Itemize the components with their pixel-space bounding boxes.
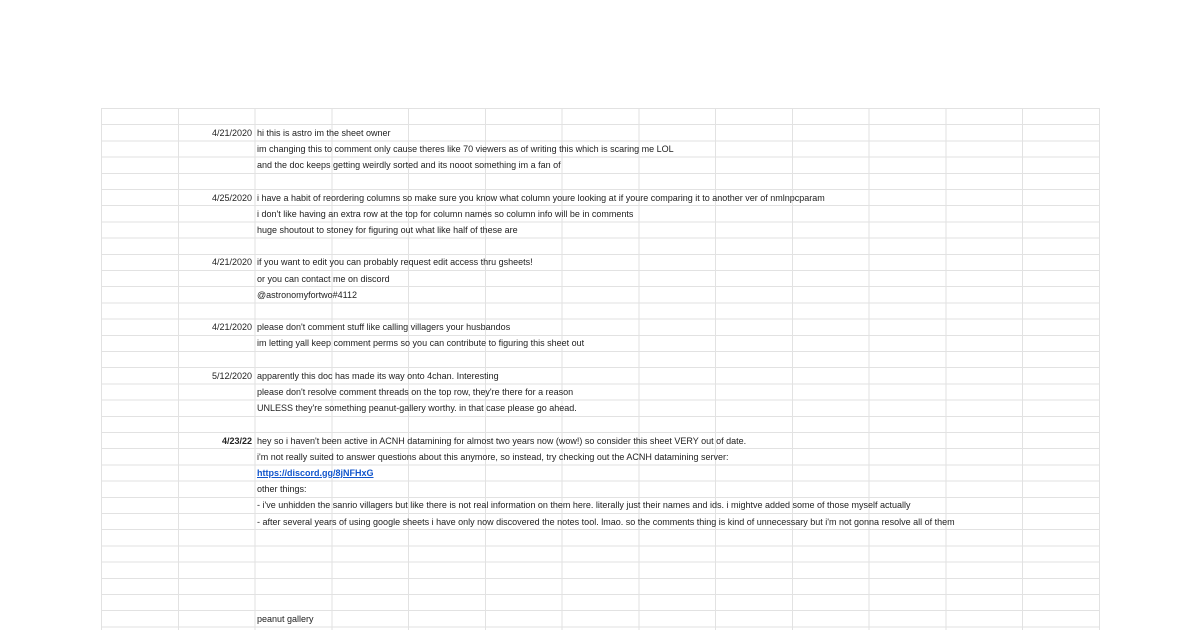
sheet-row (101, 400, 1099, 416)
date-cell[interactable]: 4/21/2020 (211, 322, 252, 333)
sheet-row (101, 141, 1099, 157)
sheet-row (101, 206, 1099, 222)
text-cell[interactable]: apparently this doc has made its way onto 4chan. Interesting (257, 370, 499, 381)
text-cell[interactable]: or you can contact me on discord (257, 273, 390, 284)
text-cell[interactable]: - after several years of using google sheets i have only now discovered the notes tool. lmao. so the comments thing is kind of unnecessary but i'm not gonna resolve all of them (257, 516, 955, 527)
text-cell[interactable]: hey so i haven't been active in ACNH datamining for almost two years now (wow!) so consider this sheet VERY out of date. (257, 435, 747, 446)
text-cell[interactable]: - i've unhidden the sanrio villagers but like there is not real information on them here. literally just their names and ids. i mightve added some of those myself actually (257, 500, 911, 511)
sheet-row (101, 287, 1099, 303)
date-cell[interactable]: 5/12/2020 (211, 370, 252, 381)
date-cell[interactable]: 4/23/22 (221, 435, 252, 446)
text-cell[interactable]: huge shoutout to stoney for figuring out what like half of these are (257, 224, 518, 235)
sheet-row (101, 514, 1099, 530)
spreadsheet-grid[interactable] (101, 108, 1100, 630)
discord-link[interactable]: https://discord.gg/8jNFHxG (257, 467, 374, 478)
sheet-row (101, 222, 1099, 238)
text-cell[interactable]: im changing this to comment only cause theres like 70 viewers as of writing this which is scaring me LOL (257, 143, 674, 154)
text-cell[interactable]: im letting yall keep comment perms so you can contribute to figuring this sheet out (257, 338, 585, 349)
text-cell[interactable]: please don't comment stuff like calling villagers your husbandos (257, 322, 511, 333)
sheet-row (101, 335, 1099, 351)
sheet-row (101, 465, 1099, 481)
sheet-row (101, 611, 1099, 627)
sheet-row (101, 254, 1099, 270)
text-cell[interactable]: please don't resolve comment threads on the top row, they're there for a reason (257, 386, 574, 397)
sheet-row (101, 125, 1099, 141)
text-cell[interactable]: other things: (257, 484, 307, 495)
text-cell[interactable]: hi this is astro im the sheet owner (257, 127, 391, 138)
sheet-row (101, 271, 1099, 287)
date-cell[interactable]: 4/25/2020 (211, 192, 252, 203)
text-cell[interactable]: i'm not really suited to answer questions about this anymore, so instead, try checking out the ACNH datamining server: (257, 451, 729, 462)
sheet-row (101, 384, 1099, 400)
text-cell[interactable]: @astronomyfortwo#4112 (257, 289, 358, 300)
sheet-row (101, 497, 1099, 513)
sheet-row (101, 157, 1099, 173)
sheet-row (101, 190, 1099, 206)
text-cell[interactable]: if you want to edit you can probably request edit access thru gsheets! (257, 257, 533, 268)
sheet-row (101, 368, 1099, 384)
date-cell[interactable]: 4/21/2020 (211, 127, 252, 138)
text-cell[interactable]: i have a habit of reordering columns so make sure you know what column youre looking at if youre comparing it to another ver of nmlnpcparam (257, 192, 825, 203)
date-cell[interactable]: 4/21/2020 (211, 257, 252, 268)
sheet-row (101, 481, 1099, 497)
sheet-row (101, 433, 1099, 449)
sheet-row (101, 319, 1099, 335)
text-cell[interactable]: peanut gallery (257, 613, 314, 624)
text-cell[interactable]: and the doc keeps getting weirdly sorted and its nooot something im a fan of (257, 160, 561, 171)
sheet-row (101, 449, 1099, 465)
text-cell[interactable]: i don't like having an extra row at the top for column names so column info will be in comments (257, 208, 634, 219)
text-cell[interactable]: UNLESS they're something peanut-gallery worthy. in that case please go ahead. (257, 403, 577, 414)
